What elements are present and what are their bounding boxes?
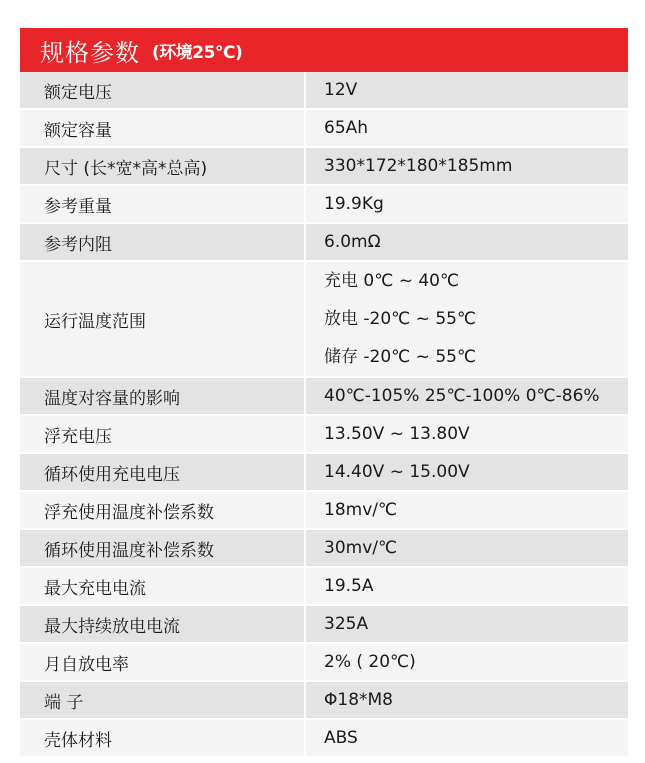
row-label: 额定容量 xyxy=(20,109,305,147)
table-row xyxy=(20,223,628,261)
spec-panel xyxy=(20,28,628,758)
table-row xyxy=(20,72,628,109)
row-value: 19.9Kg xyxy=(305,185,628,223)
row-label: 壳体材料 xyxy=(20,719,305,757)
spec-title: 规格参数 xyxy=(40,38,140,67)
row-label: 循环使用充电电压 xyxy=(20,453,305,491)
row-label: 浮充使用温度补偿系数 xyxy=(20,491,305,529)
row-label: 浮充电压 xyxy=(20,415,305,453)
row-label: 循环使用温度补偿系数 xyxy=(20,529,305,567)
row-value: 6.0mΩ xyxy=(305,223,628,261)
table-row xyxy=(20,643,628,681)
row-label: 尺寸 (长*宽*高*总高) xyxy=(20,147,305,185)
row-value: 65Ah xyxy=(305,109,628,147)
row-value: 40℃-105% 25℃-100% 0℃-86% xyxy=(305,377,628,415)
table-row xyxy=(20,719,628,757)
table-row xyxy=(20,377,628,415)
spec-subtitle: (环境25℃) xyxy=(152,42,243,63)
row-subvalue: 放电 -20℃ ~ 55℃ xyxy=(324,309,477,329)
row-label: 最大持续放电电流 xyxy=(20,605,305,643)
row-label: 额定电压 xyxy=(20,72,305,109)
row-value: 2% ( 20℃) xyxy=(305,643,628,681)
table-row xyxy=(20,453,628,491)
row-value: 14.40V ~ 15.00V xyxy=(305,453,628,491)
row-value: 330*172*180*185mm xyxy=(305,147,628,185)
row-value: 13.50V ~ 13.80V xyxy=(305,415,628,453)
row-subvalue: 储存 -20℃ ~ 55℃ xyxy=(324,347,477,367)
row-label: 参考内阻 xyxy=(20,223,305,261)
row-value: 18mv/℃ xyxy=(305,491,628,529)
spec-table xyxy=(20,72,628,758)
table-row xyxy=(20,415,628,453)
table-row xyxy=(20,185,628,223)
table-row xyxy=(20,567,628,605)
table-row xyxy=(20,491,628,529)
row-label: 最大充电电流 xyxy=(20,567,305,605)
row-label: 运行温度范围 xyxy=(20,261,305,377)
row-value: 12V xyxy=(305,72,628,109)
table-row xyxy=(20,261,628,377)
row-label: 月自放电率 xyxy=(20,643,305,681)
table-row xyxy=(20,605,628,643)
row-label: 参考重量 xyxy=(20,185,305,223)
row-value: 19.5A xyxy=(305,567,628,605)
row-value: Φ18*M8 xyxy=(305,681,628,719)
row-value: 325A xyxy=(305,605,628,643)
table-row xyxy=(20,147,628,185)
table-row xyxy=(20,529,628,567)
row-label: 端 子 xyxy=(20,681,305,719)
row-value: ABS xyxy=(305,719,628,757)
row-label: 温度对容量的影响 xyxy=(20,377,305,415)
row-value-group xyxy=(305,261,628,377)
table-row xyxy=(20,681,628,719)
row-subvalue: 充电 0℃ ~ 40℃ xyxy=(324,271,460,291)
table-row xyxy=(20,109,628,147)
spec-header xyxy=(20,28,628,72)
row-value: 30mv/℃ xyxy=(305,529,628,567)
